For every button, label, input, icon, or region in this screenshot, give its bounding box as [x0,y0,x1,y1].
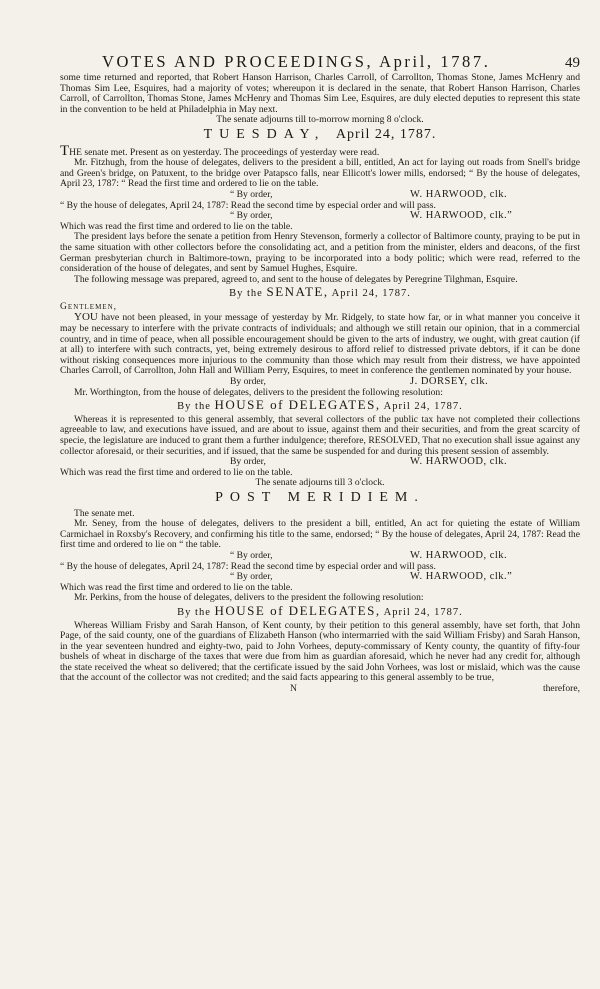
message-text: have not been pleased, in your message of yesterday by Mr. Ridgely, to state how far, or in what manner you conceive it may be necessary to interfere with the private contracts of individuals; and although we still retain our opinion, that in a commercial country, and in time of peace, when all possible encouragement should be given to the arts of industry, we ought, with great caution (if at all) to interfere with such contracts, yet, being extremely desirous to afford relief to distressed private debtors, if it can be done without risking consequences more injurious to the community than those which may result from their distress, we have appointed Charles Carroll, of Carrollton, John Hall and William Perry, Esquires, to meet in conference the gentlemen nominated by your house. [60,312,580,377]
perkins-paragraph: Mr. Perkins, from the house of delegates, delivers to the president the following resolution: [74,592,424,604]
heading-body: HOUSE of DELEGATES, [214,602,381,618]
clerk-signature: W. HARWOOD, clk. [410,456,508,468]
order-signature [60,190,580,201]
heading-body: HOUSE of DELEGATES, [214,397,381,413]
worthington-paragraph: Mr. Worthington, from the house of delegates, delivers to the president the following resolution: [74,386,443,398]
heading-body: SENATE, [266,284,329,300]
senate-message-heading [60,284,580,300]
delegates-resolution-heading [60,397,580,413]
heading-date: April 24, 1787. [331,288,411,300]
drop-initial: T [60,142,70,159]
clerk-signature: W. HARWOOD, clk.” [410,571,513,583]
fitzhugh-paragraph: Mr. Fitzhugh, from the house of delegates, delivers to the president a bill, entitled, An act for laying out roads from Snell's bridge and Green's bridge, on Patuxent, to the bridge over Patapsco falls, near Ellicott's lower mills, endorsed; “ By the house of delegates, April 23, 1787: “ Read the first time and ordered to lie on the table. [60,157,580,190]
heading-by: By the [177,606,211,618]
clerk-signature: W. HARWOOD, clk.” [410,210,513,222]
by-order: By order, [230,456,266,468]
running-head-title: VOTES AND PROCEEDINGS, April, 1787. [102,52,491,71]
clerk-signature: W. HARWOOD, clk. [410,549,508,561]
page-number: 49 [565,55,580,71]
day-label: TUESDAY, [203,126,326,142]
heading-date: April 24, 1787. [383,401,463,413]
message-prepared-paragraph: The following message was prepared, agreed to, and sent to the house of delegates by Peregrine Tilghman, Esquire. [74,273,518,285]
collectors-resolution: Whereas it is represented to this general assembly, that several collectors of the public tax have not completed their collections agreeable to law, and executions have issued, and are about to issue, against them and their securities, and from the great scarcity of specie, the legislature are induced to grant them a further indulgence; therefore, RESOLVED, That no execution shall issue against any collector aforesaid, or their securities, and if issued, that the same be suspended for and during this present session of assembly. [60,413,580,457]
body-text [60,73,580,695]
opening-text: HE senate met. Present as on yesterday. The proceedings of yesterday were read. [69,146,380,158]
day-heading [60,126,580,142]
day-date: April 24, 1787. [335,126,437,142]
heading-date: April 24, 1787. [383,606,463,618]
by-order: “ By order, [230,188,273,200]
post-meridiem-heading: POST MERIDIEM. [215,489,425,505]
catchword: therefore, [542,683,580,695]
senate-met-line: The senate met. [74,507,135,519]
senate-message-body [60,312,580,377]
read-first-line: Which was read the first time and ordered to lie on the table. [60,466,293,478]
page-footer [60,684,580,695]
seney-paragraph: Mr. Seney, from the house of delegates, delivers to the president a bill, entitled, An act for quieting the estate of William Carmichael in Roxsby's Recovery, and confirming his title to the same, endorsed; “ By the house of delegates, April 24, 1787: Read the first time and ordered to lie on “ the table. [60,518,580,551]
clerk-signature: J. DORSEY, clk. [410,376,489,388]
petition-paragraph: The president lays before the senate a petition from Henry Stevenson, formerly a collector of Baltimore county, praying to be put in the same situation with other collectors before the consolidating act, and a petition from the minister, elders and deacons, of the first German presbyterian church in Baltimore-town, praying to be incorporated into a body politic; which were read, referred to the consideration of the house of delegates, and sent by Samuel Hughes, Esquire. [60,231,580,275]
clerk-signature: W. HARWOOD, clk. [410,188,508,200]
heading-by: By the [177,401,211,413]
adjournment-line: The senate adjourns till 3 o'clock. [255,477,385,489]
frisby-resolution: Whereas William Frisby and Sarah Hanson, of Kent county, by their petition to this general assembly, have set forth, that John Page, of the said county, one of the guardians of Elizabeth Hanson (who intermarried with the said William Frisby) and Sarah Hanson, in the year seventeen hundred and eighty-two, paid to John Vorhees, deputy-commissary of Kenty county, the quantity of fifty-four bushels of wheat in discharge of the taxes that were due from him as guardian aforesaid, which he never had any credit for, although the state received the wheat so delivered; that the certificate issued by the said John Vorhees, was lost or mislaid, which was the cause that the account of the collector was not credited; and the said facts appearing to this general assembly to be true, [60,619,580,684]
by-order: By order, [230,376,266,388]
read-first-line: Which was read the first time and ordered to lie on the table. [60,581,293,593]
adjournment-line: The senate adjourns till to-morrow morning 8 o'clock. [216,114,424,126]
running-head [102,52,580,72]
by-order: “ By order, [230,549,273,561]
read-first-line: Which was read the first time and ordered to lie on the table. [60,220,293,232]
continued-paragraph: some time returned and reported, that Robert Hanson Harrison, Charles Carroll, of Carrollton, Thomas Stone, James McHenry and Thomas Sim Lee, Esquires, had a majority of votes; whereupon it is declared in the senate, that Robert Hanson Harrison, Charles Carroll, of Carrollton, Thomas Stone, James McHenry and Thomas Sim Lee, Esquires, are duly elected deputies to represent this state in the convention to be held at Philadelphia in May next. [60,72,580,115]
second-reading: “ By the house of delegates, April 24, 1787: Read the second time by especial order and will pass. [60,560,436,572]
signature-mark: N [290,683,297,695]
delegates-resolution-heading [60,602,580,619]
salutation: Gentlemen, [60,300,118,312]
second-reading: “ By the house of delegates, April 24, 1787: Read the second time by especial order and will pass. [60,199,436,211]
heading-by: By the [229,288,263,300]
opening-word: YOU [74,311,98,324]
order-signature [60,551,580,562]
by-order: “ By order, [230,210,273,222]
by-order: “ By order, [230,571,273,583]
